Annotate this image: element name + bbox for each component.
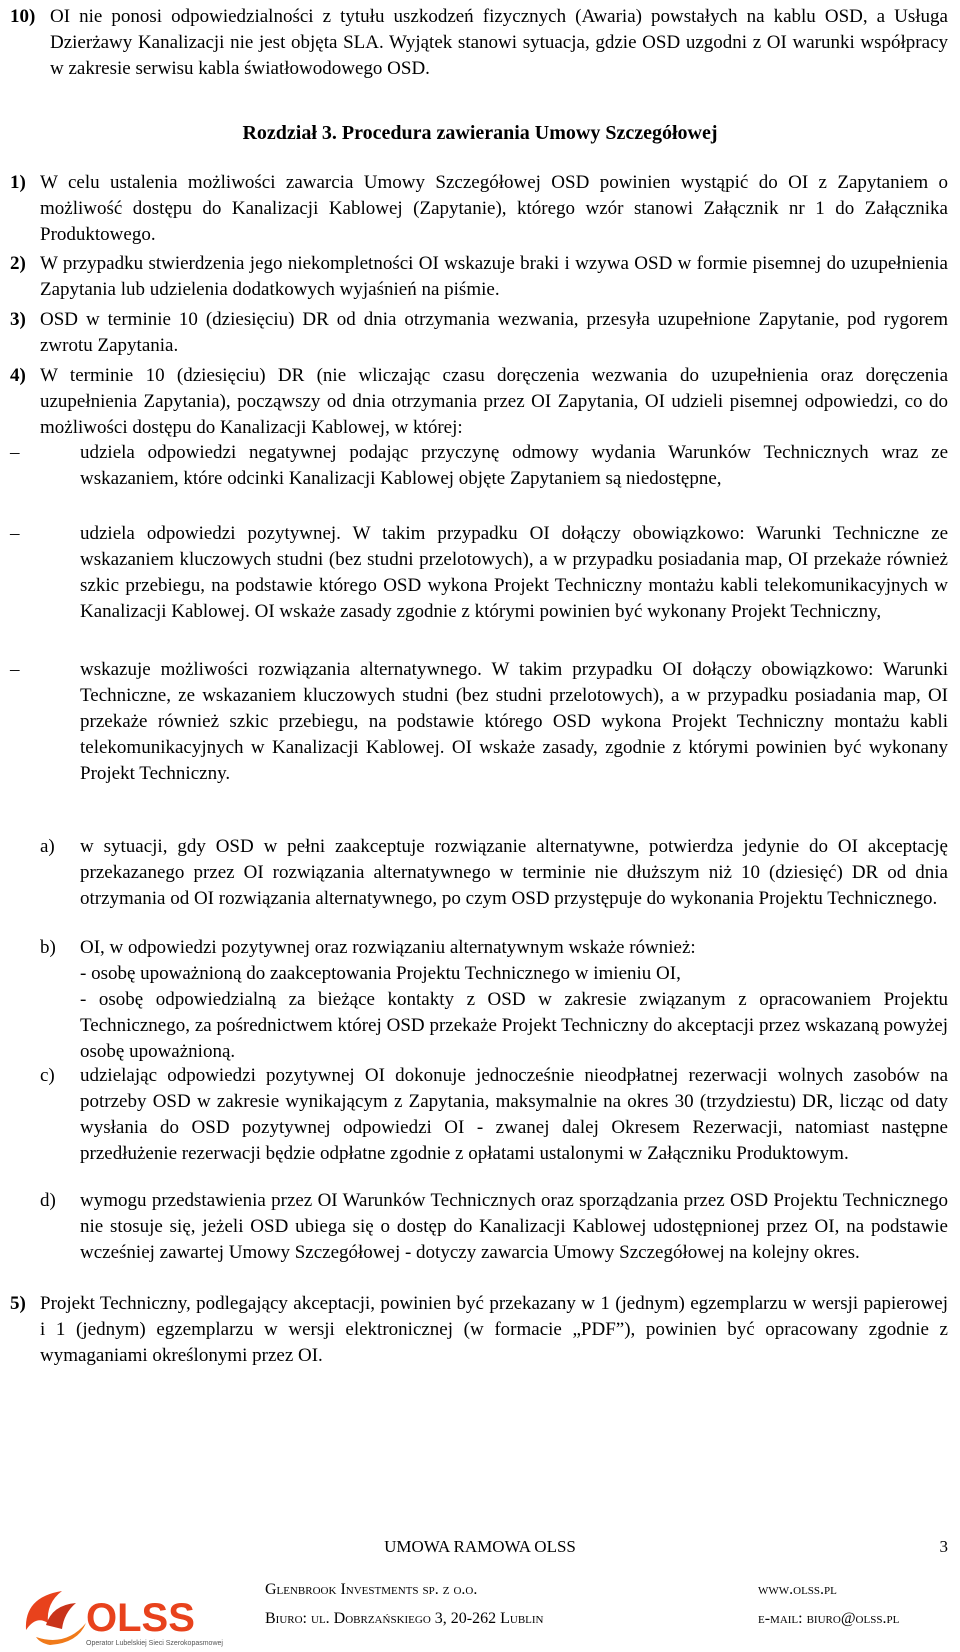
clause-text: OI nie ponosi odpowiedzialności z tytułu uszkodzeń fizycznych (Awaria) powstałych na kablu OSD, a Usługa Dzierżawy Kanalizacji nie jest objęta SLA. Wyjątek stanowi sytuacja, gdzie OSD uzgodni z OI warunki współpracy w zakresie serwisu kabla światłowodowego OSD. [50,6,948,79]
clause-text: W terminie 10 (dziesięciu) DR (nie wliczając czasu doręczenia wezwania do uzupełnienia oraz doręczenia uzupełnienia Zapytania), począwszy od dnia otrzymania przez OI Zapytania, OI udzieli pisemnej odpowiedzi, co do możliwości dostępu do Kanalizacji Kablowej, w której: [40,365,948,438]
logo-swirl-icon [26,1591,86,1645]
subclause-text: w sytuacji, gdy OSD w pełni zaakceptuje rozwiązanie alternatywne, potwierdza jedynie do OI akceptację przekazanego przez OI rozwiązania alternatywnego w terminie nie dłuższym niż 10 (dziesięć) DR od dnia otrzymania od OI rozwiązania alternatywnego, po czym OSD przystępuje do wykonania Projektu Technicznego. [80,836,948,909]
clause-number: 1) [10,172,26,193]
footer-website[interactable]: www.olss.pl [758,1581,837,1598]
clause-2 [10,251,948,303]
subclause-text: udzielając odpowiedzi pozytywnej OI dokonuje jednocześnie nieodpłatnej rezerwacji wolnych zasobów na potrzeby OSD w zakresie wynikającym z Zapytania, maksymalnie na okres 30 (trzydziestu) DR, licząc od daty wysłania do OSD pozytywnej odpowiedzi OI - zwanej dalej Okresem Rezerwacji, natomiast następne przedłużenie rezerwacji będzie odpłatne zgodnie z opłatami ustalonymi w Załączniku Produktowym. [80,1065,948,1164]
dash-item-alternative [10,657,948,787]
logo-tagline: Operator Lubelskiej Sieci Szerokopasmowej [86,1640,223,1647]
subclause-label: a) [40,836,55,857]
logo-wordmark: OLSS [86,1596,195,1640]
clause-text: Projekt Techniczny, podlegający akceptacji, powinien być przekazany w 1 (jednym) egzemplarzu w wersji papierowej i 1 (jednym) egzemplarzu w wersji elektronicznej (w formacie „PDF”), powinien być opracowany zgodnie z wymaganiami określonymi przez OI. [40,1293,948,1366]
clause-5 [10,1291,948,1369]
subclause-body [80,935,948,1065]
subclause-label: d) [40,1190,56,1211]
clause-3 [10,307,948,359]
footer-office-address: Biuro: ul. Dobrzańskiego 3, 20-262 Lublin [265,1610,544,1627]
clause-10 [10,4,948,82]
clause-number: 5) [10,1293,26,1314]
page-number: 3 [939,1537,948,1556]
subclause-text: wymogu przedstawienia przez OI Warunków Technicznych oraz sporządzania przez OSD Projektu Technicznego nie stosuje się, jeżeli OSD ubiega się o dostęp do Kanalizacji Kablowej udostępnionej przez OI, na podstawie wcześniej zawartej Umowy Szczegółowej - dotyczy zawarcia Umowy Szczegółowej na kolejny okres. [80,1190,948,1263]
dash-text: udziela odpowiedzi pozytywnej. W takim przypadku OI dołączy obowiązkowo: Warunki Techniczne ze wskazaniem kluczowych studni (bez studni przelotowych), a w przypadku posiadania map, OI przekaże również szkic przebiegu, na podstawie którego OSD wykona Projekt Techniczny montażu kabli telekomunikacyjnych w Kanalizacji Kablowej. OI wskaże zasady zgodnie z którymi powinien być wykonany Projekt Techniczny, [80,523,948,622]
clause-1 [10,170,948,248]
dash-item-negative [10,440,948,492]
olss-logo [16,1575,226,1650]
subclause-bullet: - osobę odpowiedzialną za bieżące kontakty z OSD w zakresie związanym z opracowaniem Projektu Technicznego, za pośrednictwem której OSD przekaże Projekt Techniczny do akceptacji przez wskazaną powyżej osobę upoważnioną. [80,989,948,1062]
subclause-d [10,1188,948,1266]
subclause-text: OI, w odpowiedzi pozytywnej oraz rozwiązaniu alternatywnym wskaże również: [80,937,696,958]
clause-number: 4) [10,365,26,386]
subclause-a [10,834,948,912]
clause-text: W celu ustalenia możliwości zawarcia Umowy Szczegółowej OSD powinien wystąpić do OI z Zapytaniem o możliwość dostępu do Kanalizacji Kablowej (Zapytanie), którego wzór stanowi Załącznik nr 1 do Załącznika Produktowego. [40,172,948,245]
chapter-heading: Rozdział 3. Procedura zawierania Umowy Szczegółowej [242,122,718,144]
clause-text: OSD w terminie 10 (dziesięciu) DR od dnia otrzymania wezwania, przesyła uzupełnione Zapytanie, pod rygorem zwrotu Zapytania. [40,309,948,356]
footer-document-title: UMOWA RAMOWA OLSS [384,1537,576,1556]
subclause-label: b) [40,937,56,958]
dash-item-positive [10,521,948,625]
footer-email[interactable]: e-mail: biuro@olss.pl [758,1610,900,1627]
subclause-bullet: - osobę upoważnioną do zaakceptowania Projektu Technicznego w imieniu OI, [80,963,681,984]
dash-mark: – [10,442,20,463]
clause-4 [10,363,948,441]
dash-mark: – [10,659,20,680]
footer-company: Glenbrook Investments sp. z o.o. [265,1581,478,1598]
dash-text: udziela odpowiedzi negatywnej podając przyczynę odmowy wydania Warunków Technicznych wraz ze wskazaniem, które odcinki Kanalizacji Kablowej objęte Zapytaniem są niedostępne, [80,442,948,489]
clause-number: 3) [10,309,26,330]
dash-mark: – [10,523,20,544]
subclause-label: c) [40,1065,55,1086]
clause-number: 10) [10,6,36,27]
subclause-b [10,935,948,1065]
clause-text: W przypadku stwierdzenia jego niekompletności OI wskazuje braki i wzywa OSD w formie pisemnej do uzupełnienia Zapytania lub udzielenia dodatkowych wyjaśnień na piśmie. [40,253,948,300]
subclause-c [10,1063,948,1167]
clause-number: 2) [10,253,26,274]
dash-text: wskazuje możliwości rozwiązania alternatywnego. W takim przypadku OI dołączy obowiązkowo: Warunki Techniczne, ze wskazaniem kluczowych studni (bez studni przelotowych), a w przypadku posiadania map, OI przekaże również szkic przebiegu, na podstawie którego OSD wykona Projekt Techniczny montażu kabli telekomunikacyjnych w Kanalizacji Kablowej. OI wskaże zasady, zgodnie z którymi powinien być wykonany Projekt Techniczny. [80,659,948,784]
